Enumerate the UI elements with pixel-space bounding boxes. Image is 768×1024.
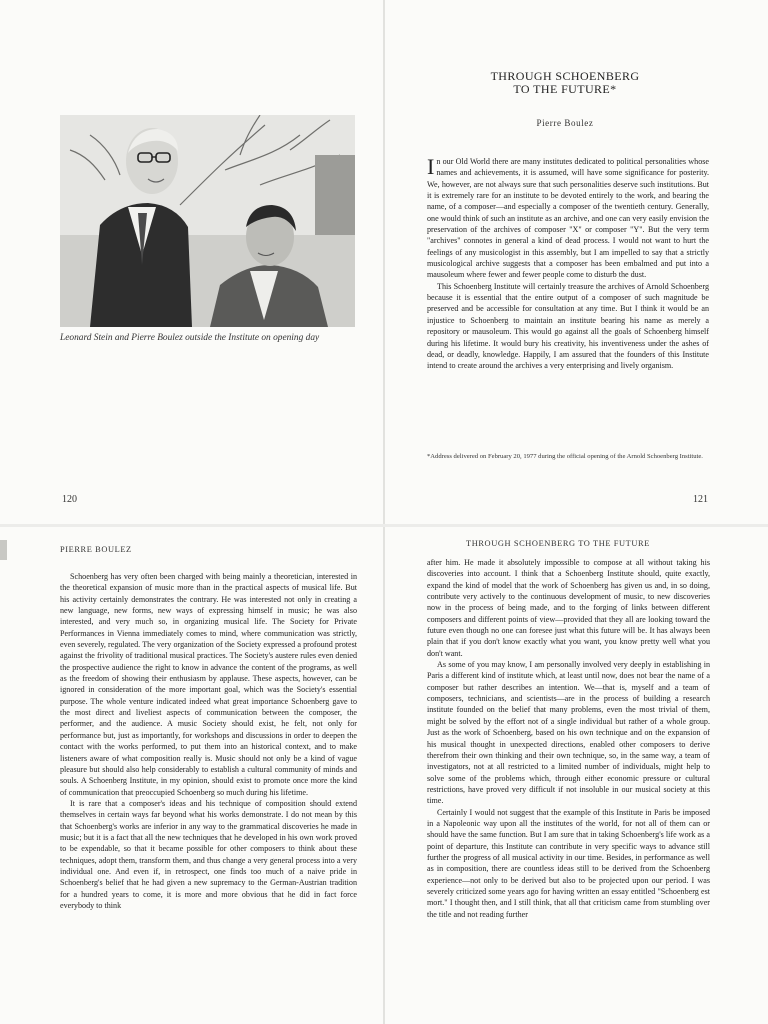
running-head-left: PIERRE BOULEZ	[60, 545, 132, 554]
paragraph: Schoenberg has very often been charged with being mainly a theoretician, interested in the theoretical expansion of music more than in the practical aspects of musical life. But his activity certainly demonstrates the contrary. He was interested not only in creating a new language, new forms, new ways of expressing himself in music; he was also interested, and very much so, in organizing musical life. The Society for Private Performances in Vienna immediately comes to mind, where communication was strictly, even severely, regulated. The very organization of the Society expressed a profound protest against the frivolity of traditional musical practices. The Society's austere rules even denied the prospective audience the right to know in advance the content of the programs, as well as the freedom of showing their enthusiasm by applause. These aspects, however, can be ignored in consideration of the more important goal, which was the Society's essential purpose. The whole venture indicated indeed what great importance Schoenberg gave to the most direct and liveliest aspects of communication between the composer, the performer, and the audience. A music Society should exist, he felt, not only for performance but, just as importantly, for workshops and discussions in order to deepen the contact with the works performed, to put them into an historical context, and to make listeners aware of what composition really is. Music should not only be a kind of vague pleasure but should also help considerably to establish a cultural community of minds and souls. A Schoenberg Institute, in my opinion, should exist to promote once more the kind of communication that preoccupied Schoenberg so much during his lifetime.	[60, 572, 357, 797]
folio-left: 120	[62, 494, 77, 505]
byline: Pierre Boulez	[536, 118, 594, 128]
running-head-right: THROUGH SCHOENBERG TO THE FUTURE	[466, 539, 650, 548]
photo-caption: Leonard Stein and Pierre Boulez outside the Institute on opening day	[60, 333, 320, 343]
page-edge-mark	[0, 540, 7, 560]
paragraph: after him. He made it absolutely impossible to compose at all without taking his discoveries into account. I think that a Schoenberg Institute should, quite exactly, expand the kind of model that the work of Schoenberg has given us and, in so doing, contribute very actively to the continuous development of music, to new discoveries now in the process of being made, and to the forging of links between different composers and different points of view—provided that they all are looking toward the future even though no one can foresee just what this future will be. It has always been plain that if you don't know exactly what you want, you know pretty well what you don't want.	[427, 558, 710, 658]
photo-stein-boulez	[60, 115, 355, 327]
paragraph: It is rare that a composer's ideas and his technique of composition should extend themselves in certain ways far beyond what his works demonstrate. I do not mean by this that Schoenberg's works are inferior in any way to the grammatical discoveries he made in music; but it is a fact that all the new techniques that he developed in his own work proved to be expendable, so that it became possible for other composers to think about these techniques, adopt them, transform them, and thus change a very general process into a very individual one. And even if, in retrospect, one finds too much of a naive pride in Schoenberg's belief that he had given a new supremacy to the German-Austrian tradition for a hundred years to come, it is more and more obvious that he did in fact force everybody to think	[60, 798, 357, 910]
drop-cap: I	[427, 154, 435, 179]
title-line-1: THROUGH SCHOENBERG	[490, 69, 640, 83]
paragraph: This Schoenberg Institute will certainly treasure the archives of Arnold Schoenberg because it is essential that the entire output of a composer of such magnitude be preserved and be accessible for consultation at any time. But I think it would be an injustice to Schoenberg to maintain an institute bearing his name as merely a repository or mausoleum. This would go against all the goals of Schoenberg himself during his lifetime. It would bury his creativity, his inventiveness under the ashes of dead, or deadly, knowledge. Happily, I am assured that the founders of this Institute intend to create around the archives a very enterprising and lively organism.	[427, 281, 709, 371]
footnote: *Address delivered on February 20, 1977 during the official opening of the Arnold Schoenberg Institute.	[427, 453, 703, 460]
folio-right: 121	[693, 494, 708, 505]
title-line-2: TO THE FUTURE*	[513, 82, 617, 96]
bottom-spread	[0, 527, 768, 1024]
article-title	[420, 70, 710, 96]
paragraph	[427, 156, 709, 281]
paragraph-text: n our Old World there are many institutes dedicated to political personalities whose names and achievements, it is assumed, will have some significance for posterity. We, however, are not always sure that such personalities deserve such institutions. But it is extremely rare for an institute to be devoted entirely to the work, and bearing the name, of a composer—and especially a composer of the twentieth century. Generally, one would think of such an institute as an archive, and one can very easily envision the preservation of the archives of composer "X" or composer "Y". But the very term "archives" connotes in general a kind of dead process. I would not want to hurt the feelings of any musicologist in this assembly, but I am impelled to say that a strictly musicological archive suggests that a composer has been embalmed and put into a mausoleum where fewer and fewer people come to disturb the dust.	[427, 157, 709, 280]
paragraph: Certainly I would not suggest that the example of this Institute in Paris be imposed in a Napoleonic way upon all the institutes of the world, for not all of them can or should have the same function. But I am sure that in taking Schoenberg's life work as a point of departure, this Institute can contribute in very specific ways to advance still further the progress of all musical activity in our time. Besides, in performance as well as in composition, there are countless ideas still to be derived from the Schoenberg experience—not only to be derived but also to be projected upon our period. I was severely criticized some years ago for having written an essay entitled "Schoenberg est mort." I thought then, and I still think, that all that criticism came from stumbling over the title and not reading further	[427, 807, 710, 919]
gutter	[383, 527, 385, 1024]
right-page-column	[427, 557, 710, 920]
paragraph: As some of you may know, I am personally involved very deeply in establishing in Paris a different kind of institute which, at least until now, does not bear the name of a composer but rather describes an intention. We—that is, myself and a team of composers, technicians, and scientists—are in the process of building a research institute founded on the belief that many problems, even the most trivial of them, might be solved by the effort not of a single individual but rather of a whole group. Just as the work of Schoenberg, based on his own technique and on the expansion of his musical thought in unexpected directions, enabled other composers to derive therefrom their own thinking and their own technique, so, in the same way, a team of investigators, not at all restricted to a limited number of individuals, might help to solve some of the problems which, through either economic pressure or cultural restrictions, have proved very difficult if not insoluble in our musical society at this time.	[427, 660, 710, 806]
article-opening-column	[427, 156, 709, 372]
gutter	[383, 0, 385, 525]
left-page-column	[60, 571, 357, 911]
